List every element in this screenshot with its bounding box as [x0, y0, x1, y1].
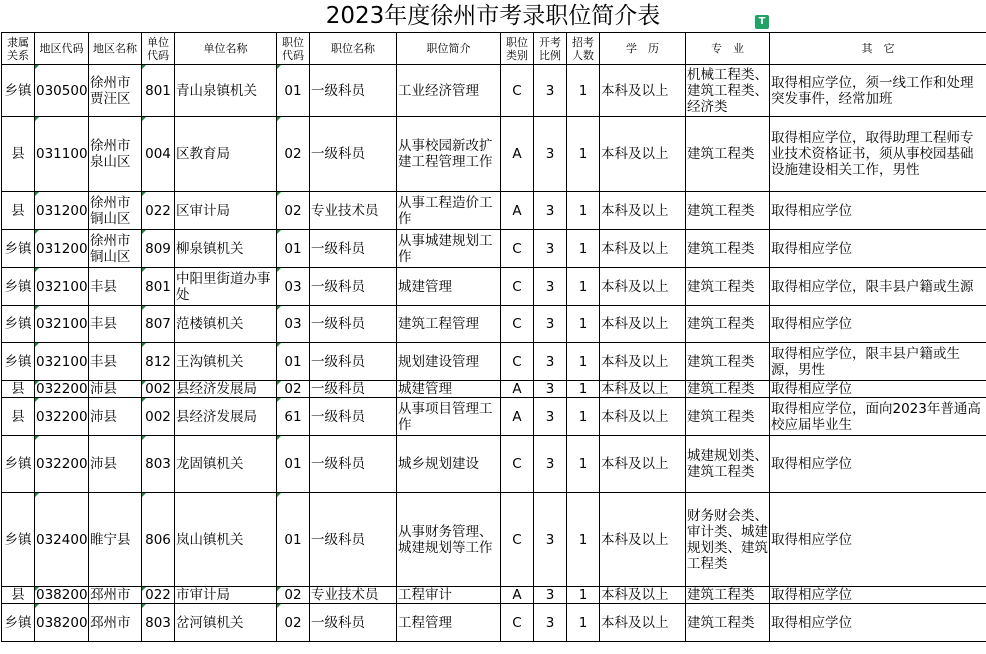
cell-position-code[interactable]: 01	[277, 343, 310, 381]
cell-exam-ratio[interactable]: 3	[534, 343, 567, 381]
header-unit-code[interactable]: 单位代码	[142, 33, 175, 65]
cell-education[interactable]: 本科及以上	[600, 493, 686, 587]
cell-position-category[interactable]: C	[501, 268, 534, 306]
cell-affiliation[interactable]: 县	[2, 398, 35, 436]
cell-unit-code[interactable]: 806	[142, 493, 175, 587]
page-title: 2023年度徐州市考录职位简介表	[325, 3, 661, 29]
cell-unit-code[interactable]: 002	[142, 381, 175, 398]
cell-position-category[interactable]: C	[501, 65, 534, 117]
cell-exam-ratio[interactable]: 3	[534, 587, 567, 604]
cell-major[interactable]: 建筑工程类	[686, 604, 770, 642]
cell-position-name[interactable]: 一级科员	[310, 381, 397, 398]
cell-exam-ratio[interactable]: 3	[534, 117, 567, 192]
cell-unit-name[interactable]: 县经济发展局	[175, 381, 277, 398]
cell-region-name[interactable]: 丰县	[89, 306, 142, 343]
cell-other[interactable]: 取得相应学位	[770, 230, 986, 268]
cell-hiring-count[interactable]: 1	[567, 306, 600, 343]
cell-position-name[interactable]: 一级科员	[310, 436, 397, 493]
cell-position-category[interactable]: A	[501, 398, 534, 436]
cell-region-code[interactable]: 031100	[35, 117, 89, 192]
cell-major[interactable]: 建筑工程类	[686, 268, 770, 306]
header-unit-name[interactable]: 单位名称	[175, 33, 277, 65]
table-row	[2, 230, 986, 268]
cell-region-code[interactable]: 032100	[35, 268, 89, 306]
cell-exam-ratio[interactable]: 3	[534, 65, 567, 117]
cell-position-intro[interactable]: 工程管理	[397, 604, 501, 642]
header-major[interactable]: 专 业	[686, 33, 770, 65]
cell-exam-ratio[interactable]: 3	[534, 306, 567, 343]
cell-region-code[interactable]: 032100	[35, 343, 89, 381]
cell-position-category[interactable]: A	[501, 192, 534, 230]
cell-education[interactable]: 本科及以上	[600, 117, 686, 192]
cell-major[interactable]: 建筑工程类	[686, 117, 770, 192]
cell-unit-name[interactable]: 市审计局	[175, 587, 277, 604]
cell-unit-code[interactable]: 801	[142, 65, 175, 117]
cell-unit-code[interactable]: 803	[142, 436, 175, 493]
cell-hiring-count[interactable]: 1	[567, 117, 600, 192]
cell-position-category[interactable]: A	[501, 587, 534, 604]
cell-region-code[interactable]: 032200	[36, 381, 88, 397]
cell-education[interactable]: 本科及以上	[600, 381, 686, 398]
cell-affiliation[interactable]: 县	[2, 381, 35, 398]
cell-region-code[interactable]: 032200	[35, 398, 89, 436]
cell-unit-name[interactable]: 青山泉镇机关	[175, 65, 277, 117]
cell-other[interactable]: 取得相应学位	[770, 587, 986, 604]
cell-other[interactable]: 取得相应学位	[770, 192, 986, 230]
cell-position-intro[interactable]: 建筑工程管理	[397, 306, 501, 343]
cell-region-name[interactable]: 邳州市	[89, 587, 142, 604]
table-row	[2, 587, 986, 604]
cell-unit-code[interactable]: 809	[142, 230, 175, 268]
cell-region-code[interactable]: 032100	[35, 306, 89, 343]
cell-unit-code[interactable]: 002	[142, 398, 175, 436]
cell-position-intro[interactable]: 城建管理	[397, 381, 501, 398]
header-region-name[interactable]: 地区名称	[89, 33, 142, 65]
cell-unit-name[interactable]: 王沟镇机关	[175, 343, 277, 381]
cell-position-name[interactable]: 专业技术员	[310, 192, 397, 230]
positions-table	[1, 32, 986, 642]
cell-region-name[interactable]: 丰县	[89, 343, 142, 381]
cell-hiring-count[interactable]: 1	[567, 65, 600, 117]
cell-position-code[interactable]: 03	[277, 268, 310, 306]
cell-major[interactable]: 建筑工程类	[686, 306, 770, 343]
cell-unit-name[interactable]: 县经济发展局	[175, 398, 277, 436]
cell-education[interactable]: 本科及以上	[600, 436, 686, 493]
cell-major[interactable]: 建筑工程类	[686, 381, 770, 398]
cell-position-intro[interactable]: 从事财务管理、城建规划等工作	[397, 493, 501, 587]
cell-education[interactable]: 本科及以上	[600, 604, 686, 642]
cell-exam-ratio[interactable]: 3	[534, 192, 567, 230]
cell-major[interactable]: 建筑工程类	[686, 343, 770, 381]
cell-other[interactable]: 取得相应学位	[770, 604, 986, 642]
cell-region-code[interactable]: 031200	[35, 192, 89, 230]
cell-education[interactable]: 本科及以上	[600, 230, 686, 268]
cell-other[interactable]: 取得相应学位	[770, 306, 986, 343]
cell-exam-ratio[interactable]: 3	[534, 493, 567, 587]
table-row	[2, 65, 986, 117]
cell-major[interactable]: 建筑工程类	[686, 587, 770, 604]
cell-unit-code[interactable]: 803	[142, 604, 175, 642]
cell-position-intro[interactable]: 从事项目管理工作	[397, 398, 501, 436]
cell-unit-name[interactable]: 柳泉镇机关	[175, 230, 277, 268]
header-position-name[interactable]: 职位名称	[310, 33, 397, 65]
cell-region-code[interactable]: 032200	[35, 436, 89, 493]
cell-exam-ratio[interactable]: 3	[534, 436, 567, 493]
cell-position-intro[interactable]: 城建管理	[397, 268, 501, 306]
cell-affiliation[interactable]: 县	[2, 117, 35, 192]
cell-affiliation[interactable]: 乡镇	[2, 306, 35, 343]
cell-other[interactable]: 取得相应学位	[770, 436, 986, 493]
cell-unit-code[interactable]: 807	[142, 306, 175, 343]
cell-region-name[interactable]: 丰县	[89, 268, 142, 306]
cell-position-code[interactable]: 02	[277, 587, 310, 604]
cell-affiliation[interactable]: 乡镇	[2, 65, 35, 117]
cell-unit-name[interactable]: 岔河镇机关	[175, 604, 277, 642]
comment-marker-icon[interactable]: T	[755, 15, 769, 29]
cell-education[interactable]: 本科及以上	[600, 398, 686, 436]
cell-position-name[interactable]: 一级科员	[310, 65, 397, 117]
cell-unit-code[interactable]: 812	[142, 343, 175, 381]
cell-hiring-count[interactable]: 1	[567, 436, 600, 493]
cell-position-code[interactable]: 01	[277, 493, 310, 587]
cell-unit-name[interactable]: 中阳里街道办事处	[175, 268, 277, 306]
cell-position-code[interactable]: 02	[277, 117, 310, 192]
cell-affiliation[interactable]: 乡镇	[2, 436, 35, 493]
header-position-code[interactable]: 职位代码	[277, 33, 310, 65]
cell-other[interactable]: 取得相应学位，取得助理工程师专业技术资格证书，须从事校园基础设施建设相关工作，男性	[770, 117, 986, 192]
cell-region-code[interactable]: 031200	[35, 230, 89, 268]
cell-affiliation[interactable]: 县	[2, 587, 35, 604]
cell-unit-code[interactable]: 022	[142, 587, 175, 604]
cell-unit-name[interactable]: 区审计局	[175, 192, 277, 230]
cell-region-name[interactable]: 徐州市贾汪区	[89, 65, 142, 117]
cell-education[interactable]: 本科及以上	[600, 65, 686, 117]
header-affiliation[interactable]: 隶属关系	[2, 33, 35, 65]
cell-other[interactable]: 取得相应学位，面向2023年普通高校应届毕业生	[770, 398, 986, 436]
cell-position-category[interactable]: C	[501, 436, 534, 493]
cell-major[interactable]: 机械工程类、建筑工程类、经济类	[687, 66, 768, 115]
cell-position-name[interactable]: 一级科员	[310, 343, 397, 381]
cell-unit-name[interactable]: 岚山镇机关	[175, 493, 277, 587]
table-row	[2, 604, 986, 642]
cell-position-name[interactable]: 一级科员	[310, 117, 397, 192]
header-education[interactable]: 学 历	[600, 33, 686, 65]
cell-exam-ratio[interactable]: 3	[534, 604, 567, 642]
cell-major[interactable]: 城建规划类、建筑工程类	[686, 436, 770, 493]
cell-hiring-count[interactable]: 1	[567, 398, 600, 436]
cell-unit-name[interactable]: 区教育局	[175, 117, 277, 192]
cell-position-category[interactable]: C	[501, 493, 534, 587]
cell-position-code[interactable]: 02	[277, 604, 310, 642]
table-row	[2, 268, 986, 306]
cell-other[interactable]: 取得相应学位	[770, 493, 986, 587]
cell-position-name[interactable]: 一级科员	[310, 604, 397, 642]
cell-exam-ratio[interactable]: 3	[534, 230, 567, 268]
header-hiring-count[interactable]: 招考人数	[567, 33, 600, 65]
header-position-intro[interactable]: 职位简介	[397, 33, 501, 65]
cell-position-code[interactable]: 61	[277, 398, 310, 436]
cell-affiliation[interactable]: 乡镇	[2, 604, 35, 642]
cell-position-category[interactable]: A	[501, 117, 534, 192]
cell-position-intro[interactable]: 从事工程造价工作	[397, 192, 501, 230]
cell-position-intro[interactable]: 从事校园新改扩建工程管理工作	[397, 117, 501, 192]
cell-education[interactable]: 本科及以上	[600, 306, 686, 343]
cell-unit-name[interactable]: 范楼镇机关	[175, 306, 277, 343]
table-row	[2, 493, 986, 587]
cell-position-code[interactable]: 01	[277, 230, 310, 268]
cell-position-intro[interactable]: 从事城建规划工作	[397, 230, 501, 268]
cell-major[interactable]: 建筑工程类	[686, 192, 770, 230]
cell-hiring-count[interactable]: 1	[567, 381, 600, 398]
cell-position-name[interactable]: 一级科员	[310, 306, 397, 343]
cell-position-code[interactable]: 01	[277, 65, 310, 117]
cell-position-name[interactable]: 一级科员	[310, 268, 397, 306]
cell-region-name[interactable]: 睢宁县	[89, 493, 142, 587]
header-other[interactable]: 其 它	[770, 33, 986, 65]
cell-position-code[interactable]: 02	[277, 381, 310, 398]
cell-region-code[interactable]: 038200	[36, 587, 88, 603]
table-row	[2, 436, 986, 493]
cell-unit-code[interactable]: 022	[142, 192, 175, 230]
cell-hiring-count[interactable]: 1	[567, 587, 600, 604]
cell-position-category[interactable]: C	[501, 230, 534, 268]
cell-major[interactable]: 财务财会类、审计类、城建规划类、建筑工程类	[686, 493, 770, 587]
cell-position-name[interactable]: 一级科员	[310, 493, 397, 587]
cell-position-name[interactable]: 专业技术员	[310, 587, 397, 604]
cell-position-code[interactable]: 02	[277, 192, 310, 230]
cell-position-name[interactable]: 一级科员	[310, 398, 397, 436]
cell-other[interactable]: 取得相应学位，限丰县户籍或生源	[770, 268, 986, 306]
cell-region-name[interactable]: 沛县	[89, 436, 142, 493]
cell-exam-ratio[interactable]: 3	[534, 398, 567, 436]
cell-region-name[interactable]: 邳州市	[89, 604, 142, 642]
cell-region-name[interactable]: 徐州市铜山区	[89, 192, 142, 230]
cell-position-category[interactable]: C	[501, 343, 534, 381]
table-row	[2, 306, 986, 343]
cell-education[interactable]: 本科及以上	[600, 268, 686, 306]
cell-education[interactable]: 本科及以上	[600, 587, 686, 604]
cell-region-name[interactable]: 沛县	[89, 398, 142, 436]
cell-region-name[interactable]: 徐州市泉山区	[89, 117, 142, 192]
cell-hiring-count[interactable]: 1	[567, 604, 600, 642]
cell-affiliation[interactable]: 县	[2, 192, 35, 230]
cell-region-code[interactable]: 032400	[35, 493, 89, 587]
table-row	[2, 117, 986, 192]
cell-education[interactable]: 本科及以上	[600, 343, 686, 381]
cell-unit-code[interactable]: 801	[142, 268, 175, 306]
cell-education[interactable]: 本科及以上	[600, 192, 686, 230]
cell-hiring-count[interactable]: 1	[567, 493, 600, 587]
cell-hiring-count[interactable]: 1	[567, 192, 600, 230]
cell-affiliation[interactable]: 乡镇	[2, 268, 35, 306]
cell-unit-code[interactable]: 004	[142, 117, 175, 192]
cell-other[interactable]: 取得相应学位，限丰县户籍或生源，男性	[770, 343, 986, 381]
cell-position-name[interactable]: 一级科员	[310, 230, 397, 268]
cell-position-intro[interactable]: 工业经济管理	[397, 65, 501, 117]
cell-affiliation[interactable]: 乡镇	[2, 493, 35, 587]
cell-hiring-count[interactable]: 1	[567, 268, 600, 306]
cell-exam-ratio[interactable]: 3	[534, 381, 567, 398]
cell-affiliation[interactable]: 乡镇	[2, 343, 35, 381]
cell-exam-ratio[interactable]: 3	[534, 268, 567, 306]
cell-region-name[interactable]: 沛县	[89, 381, 142, 398]
table-row	[2, 192, 986, 230]
cell-position-category[interactable]: C	[501, 604, 534, 642]
header-region-code[interactable]: 地区代码	[35, 33, 89, 65]
cell-position-category[interactable]: C	[501, 306, 534, 343]
header-row	[2, 33, 986, 65]
cell-affiliation[interactable]: 乡镇	[2, 230, 35, 268]
cell-hiring-count[interactable]: 1	[567, 343, 600, 381]
cell-major[interactable]: 建筑工程类	[686, 230, 770, 268]
table-row	[2, 343, 986, 381]
cell-position-intro[interactable]: 规划建设管理	[397, 343, 501, 381]
cell-position-intro[interactable]: 城乡规划建设	[397, 436, 501, 493]
table-row	[2, 398, 986, 436]
cell-other[interactable]: 取得相应学位	[770, 381, 986, 398]
cell-position-code[interactable]: 01	[277, 436, 310, 493]
cell-position-intro[interactable]: 工程审计	[397, 587, 501, 604]
cell-unit-name[interactable]: 龙固镇机关	[175, 436, 277, 493]
cell-major[interactable]: 建筑工程类	[686, 398, 770, 436]
cell-region-code[interactable]: 030500	[35, 65, 89, 117]
cell-region-name[interactable]: 徐州市铜山区	[89, 230, 142, 268]
cell-hiring-count[interactable]: 1	[567, 230, 600, 268]
header-exam-ratio[interactable]: 开考比例	[534, 33, 567, 65]
table-row	[2, 381, 986, 398]
header-position-category[interactable]: 职位类别	[501, 33, 534, 65]
cell-position-category[interactable]: A	[501, 381, 534, 398]
cell-region-code[interactable]: 038200	[35, 604, 89, 642]
cell-other[interactable]: 取得相应学位，须一线工作和处理突发事件，经常加班	[770, 65, 986, 117]
cell-position-code[interactable]: 03	[277, 306, 310, 343]
